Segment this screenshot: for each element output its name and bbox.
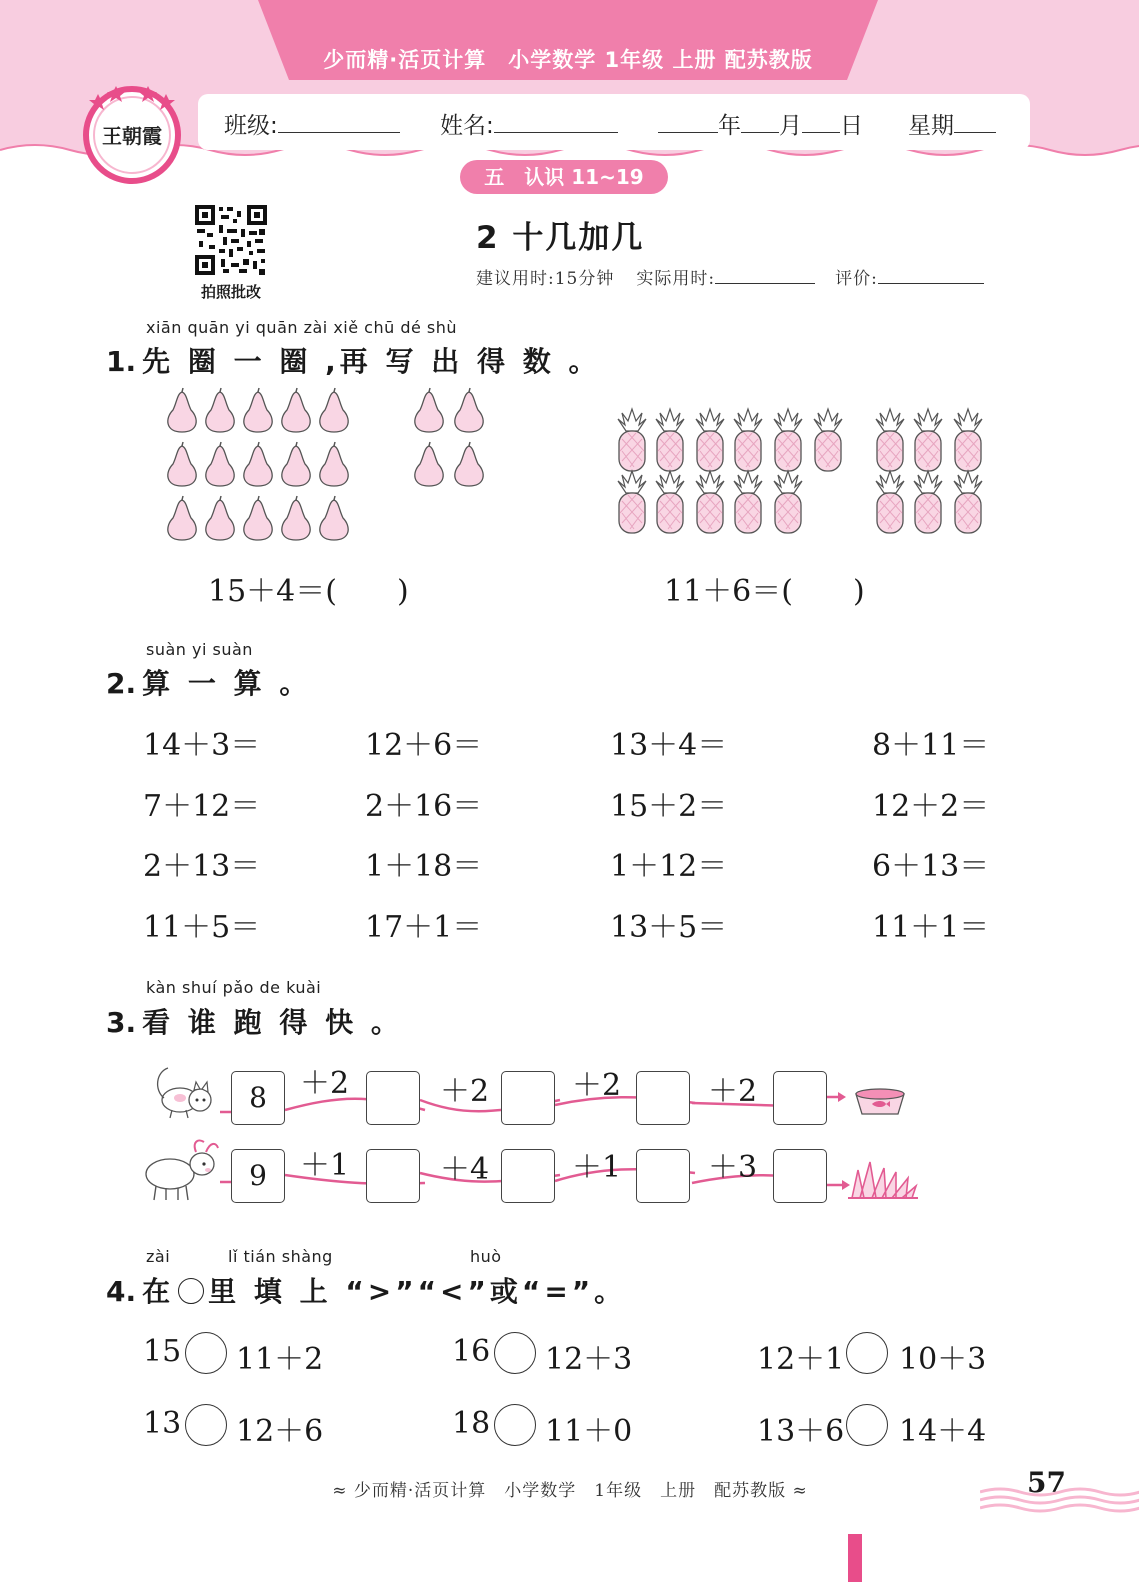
qr-code[interactable] (193, 203, 269, 277)
qr-label: 拍照批改 (200, 283, 261, 301)
compare-circle[interactable] (494, 1332, 536, 1374)
cat-icon (150, 1062, 218, 1124)
actual-time-input[interactable] (715, 269, 815, 284)
calc-item[interactable]: 13＋4＝ (610, 728, 728, 763)
calc-item[interactable]: 12＋6＝ (365, 728, 483, 763)
q1-equation-right[interactable]: 11＋6＝( ) (664, 574, 865, 609)
calc-item[interactable]: 11＋5＝ (143, 910, 261, 945)
cmp-left: 16 (452, 1334, 491, 1369)
cmp-left: 13 (143, 1406, 182, 1441)
class-field[interactable] (224, 107, 400, 140)
cat-step: ＋2 (572, 1068, 622, 1103)
q3-text: 看 谁 跑 得 快 。 (142, 1006, 403, 1039)
q4-text-a: 在 (142, 1275, 175, 1308)
compare-circle[interactable] (494, 1404, 536, 1446)
goat-icon (138, 1136, 224, 1206)
series-title: 少而精·活页计算 小学数学 1年级 上册 配苏教版 (323, 48, 813, 72)
cmp-left: 13＋6 (757, 1414, 845, 1449)
q1-equation-left[interactable]: 15＋4＝( ) (208, 574, 409, 609)
calc-item[interactable]: 15＋2＝ (610, 789, 728, 824)
month-label: 月 (779, 113, 802, 139)
calc-item[interactable]: 14＋3＝ (143, 728, 261, 763)
footer-text: ≈ 少而精·活页计算 小学数学 1年级 上册 配苏教版 ≈ (332, 1481, 808, 1501)
compare-circle[interactable] (846, 1404, 888, 1446)
q2-number: 2. (106, 667, 137, 700)
goat-answer-box[interactable] (366, 1149, 420, 1203)
q4-text-b: 里 填 上 “>”“<”或“=”。 (208, 1275, 627, 1308)
page-number: 57 (1027, 1466, 1066, 1499)
cmp-left: 15 (143, 1334, 182, 1369)
calc-item[interactable]: 1＋18＝ (365, 849, 483, 884)
compare-circle[interactable] (185, 1332, 227, 1374)
calc-item[interactable]: 12＋2＝ (872, 789, 990, 824)
q4-number: 4. (106, 1275, 137, 1308)
fish-bowl-icon (852, 1082, 908, 1118)
cat-step: ＋2 (708, 1074, 758, 1109)
q4-pinyin-huo: huò (470, 1247, 502, 1266)
goat-answer-box[interactable] (773, 1149, 827, 1203)
cat-step: ＋2 (300, 1066, 350, 1101)
cmp-right: 14＋4 (899, 1414, 987, 1449)
unit-badge: 五 认识 11~19 (460, 160, 668, 194)
date-field[interactable] (658, 107, 863, 140)
publisher-logo (80, 80, 184, 184)
year-label: 年 (718, 113, 741, 139)
name-field[interactable] (440, 107, 618, 140)
circle-symbol (178, 1278, 204, 1304)
logo-text: 王朝霞 (102, 124, 162, 148)
q1-text: 先 圈 一 圈 ,再 写 出 得 数 。 (142, 345, 601, 378)
evaluation-input[interactable] (878, 269, 984, 284)
calc-item[interactable]: 7＋12＝ (143, 789, 261, 824)
goat-step: ＋4 (440, 1152, 490, 1187)
goat-answer-box[interactable] (501, 1149, 555, 1203)
compare-circle[interactable] (846, 1332, 888, 1374)
calc-item[interactable]: 2＋16＝ (365, 789, 483, 824)
calc-item[interactable]: 6＋13＝ (872, 849, 990, 884)
q3-title (106, 1001, 403, 1041)
cat-answer-box[interactable] (366, 1071, 420, 1125)
weekday-label: 星期 (908, 113, 954, 139)
cmp-right: 11＋2 (236, 1342, 324, 1377)
weekday-field[interactable] (908, 107, 996, 140)
q3-number: 3. (106, 1006, 137, 1039)
goat-step: ＋1 (572, 1150, 622, 1185)
compare-circle[interactable] (185, 1404, 227, 1446)
time-line (476, 264, 984, 289)
pineapples-illustration[interactable] (610, 405, 1000, 540)
q1-pinyin: xiān quān yi quān zài xiě chū dé shù (146, 318, 458, 337)
cat-answer-box[interactable] (501, 1071, 555, 1125)
cmp-right: 10＋3 (899, 1342, 987, 1377)
calc-item[interactable]: 17＋1＝ (365, 910, 483, 945)
goat-step: ＋3 (708, 1150, 758, 1185)
cmp-right: 12＋6 (236, 1414, 324, 1449)
goat-answer-box[interactable] (636, 1149, 690, 1203)
q2-title (106, 662, 311, 702)
q1-number: 1. (106, 345, 137, 378)
cmp-left: 12＋1 (757, 1342, 845, 1377)
q4-pinyin-zai: zài (146, 1247, 171, 1266)
page-edge-marker (848, 1534, 862, 1582)
name-label: 姓名: (440, 113, 494, 139)
q4-title (106, 1270, 626, 1310)
calc-item[interactable]: 13＋5＝ (610, 910, 728, 945)
cat-answer-box[interactable] (773, 1071, 827, 1125)
calc-item[interactable]: 2＋13＝ (143, 849, 261, 884)
cmp-left: 18 (452, 1406, 491, 1441)
q3-pinyin: kàn shuí pǎo de kuài (146, 978, 322, 997)
cmp-right: 11＋0 (545, 1414, 633, 1449)
goat-start-box: 9 (231, 1149, 285, 1203)
goat-step: ＋1 (300, 1148, 350, 1183)
actual-time-label: 实际用时: (636, 269, 716, 289)
calc-item[interactable]: 1＋12＝ (610, 849, 728, 884)
suggested-time: 建议用时:15分钟 (476, 269, 615, 289)
grass-icon (846, 1158, 920, 1202)
cat-start-box: 8 (231, 1071, 285, 1125)
q2-pinyin: suàn yi suàn (146, 640, 253, 659)
q4-pinyin-li: lǐ tián shàng (228, 1247, 333, 1266)
class-label: 班级: (224, 113, 278, 139)
calc-item[interactable]: 8＋11＝ (872, 728, 990, 763)
lesson-title: 2 十几加几 (476, 220, 645, 256)
q2-text: 算 一 算 。 (142, 667, 312, 700)
pears-illustration[interactable] (150, 380, 510, 555)
calc-item[interactable]: 11＋1＝ (872, 910, 990, 945)
cat-answer-box[interactable] (636, 1071, 690, 1125)
q1-title (106, 340, 601, 380)
cmp-right: 12＋3 (545, 1342, 633, 1377)
day-label: 日 (840, 113, 863, 139)
cat-step: ＋2 (440, 1074, 490, 1109)
evaluation-label: 评价: (835, 269, 878, 289)
